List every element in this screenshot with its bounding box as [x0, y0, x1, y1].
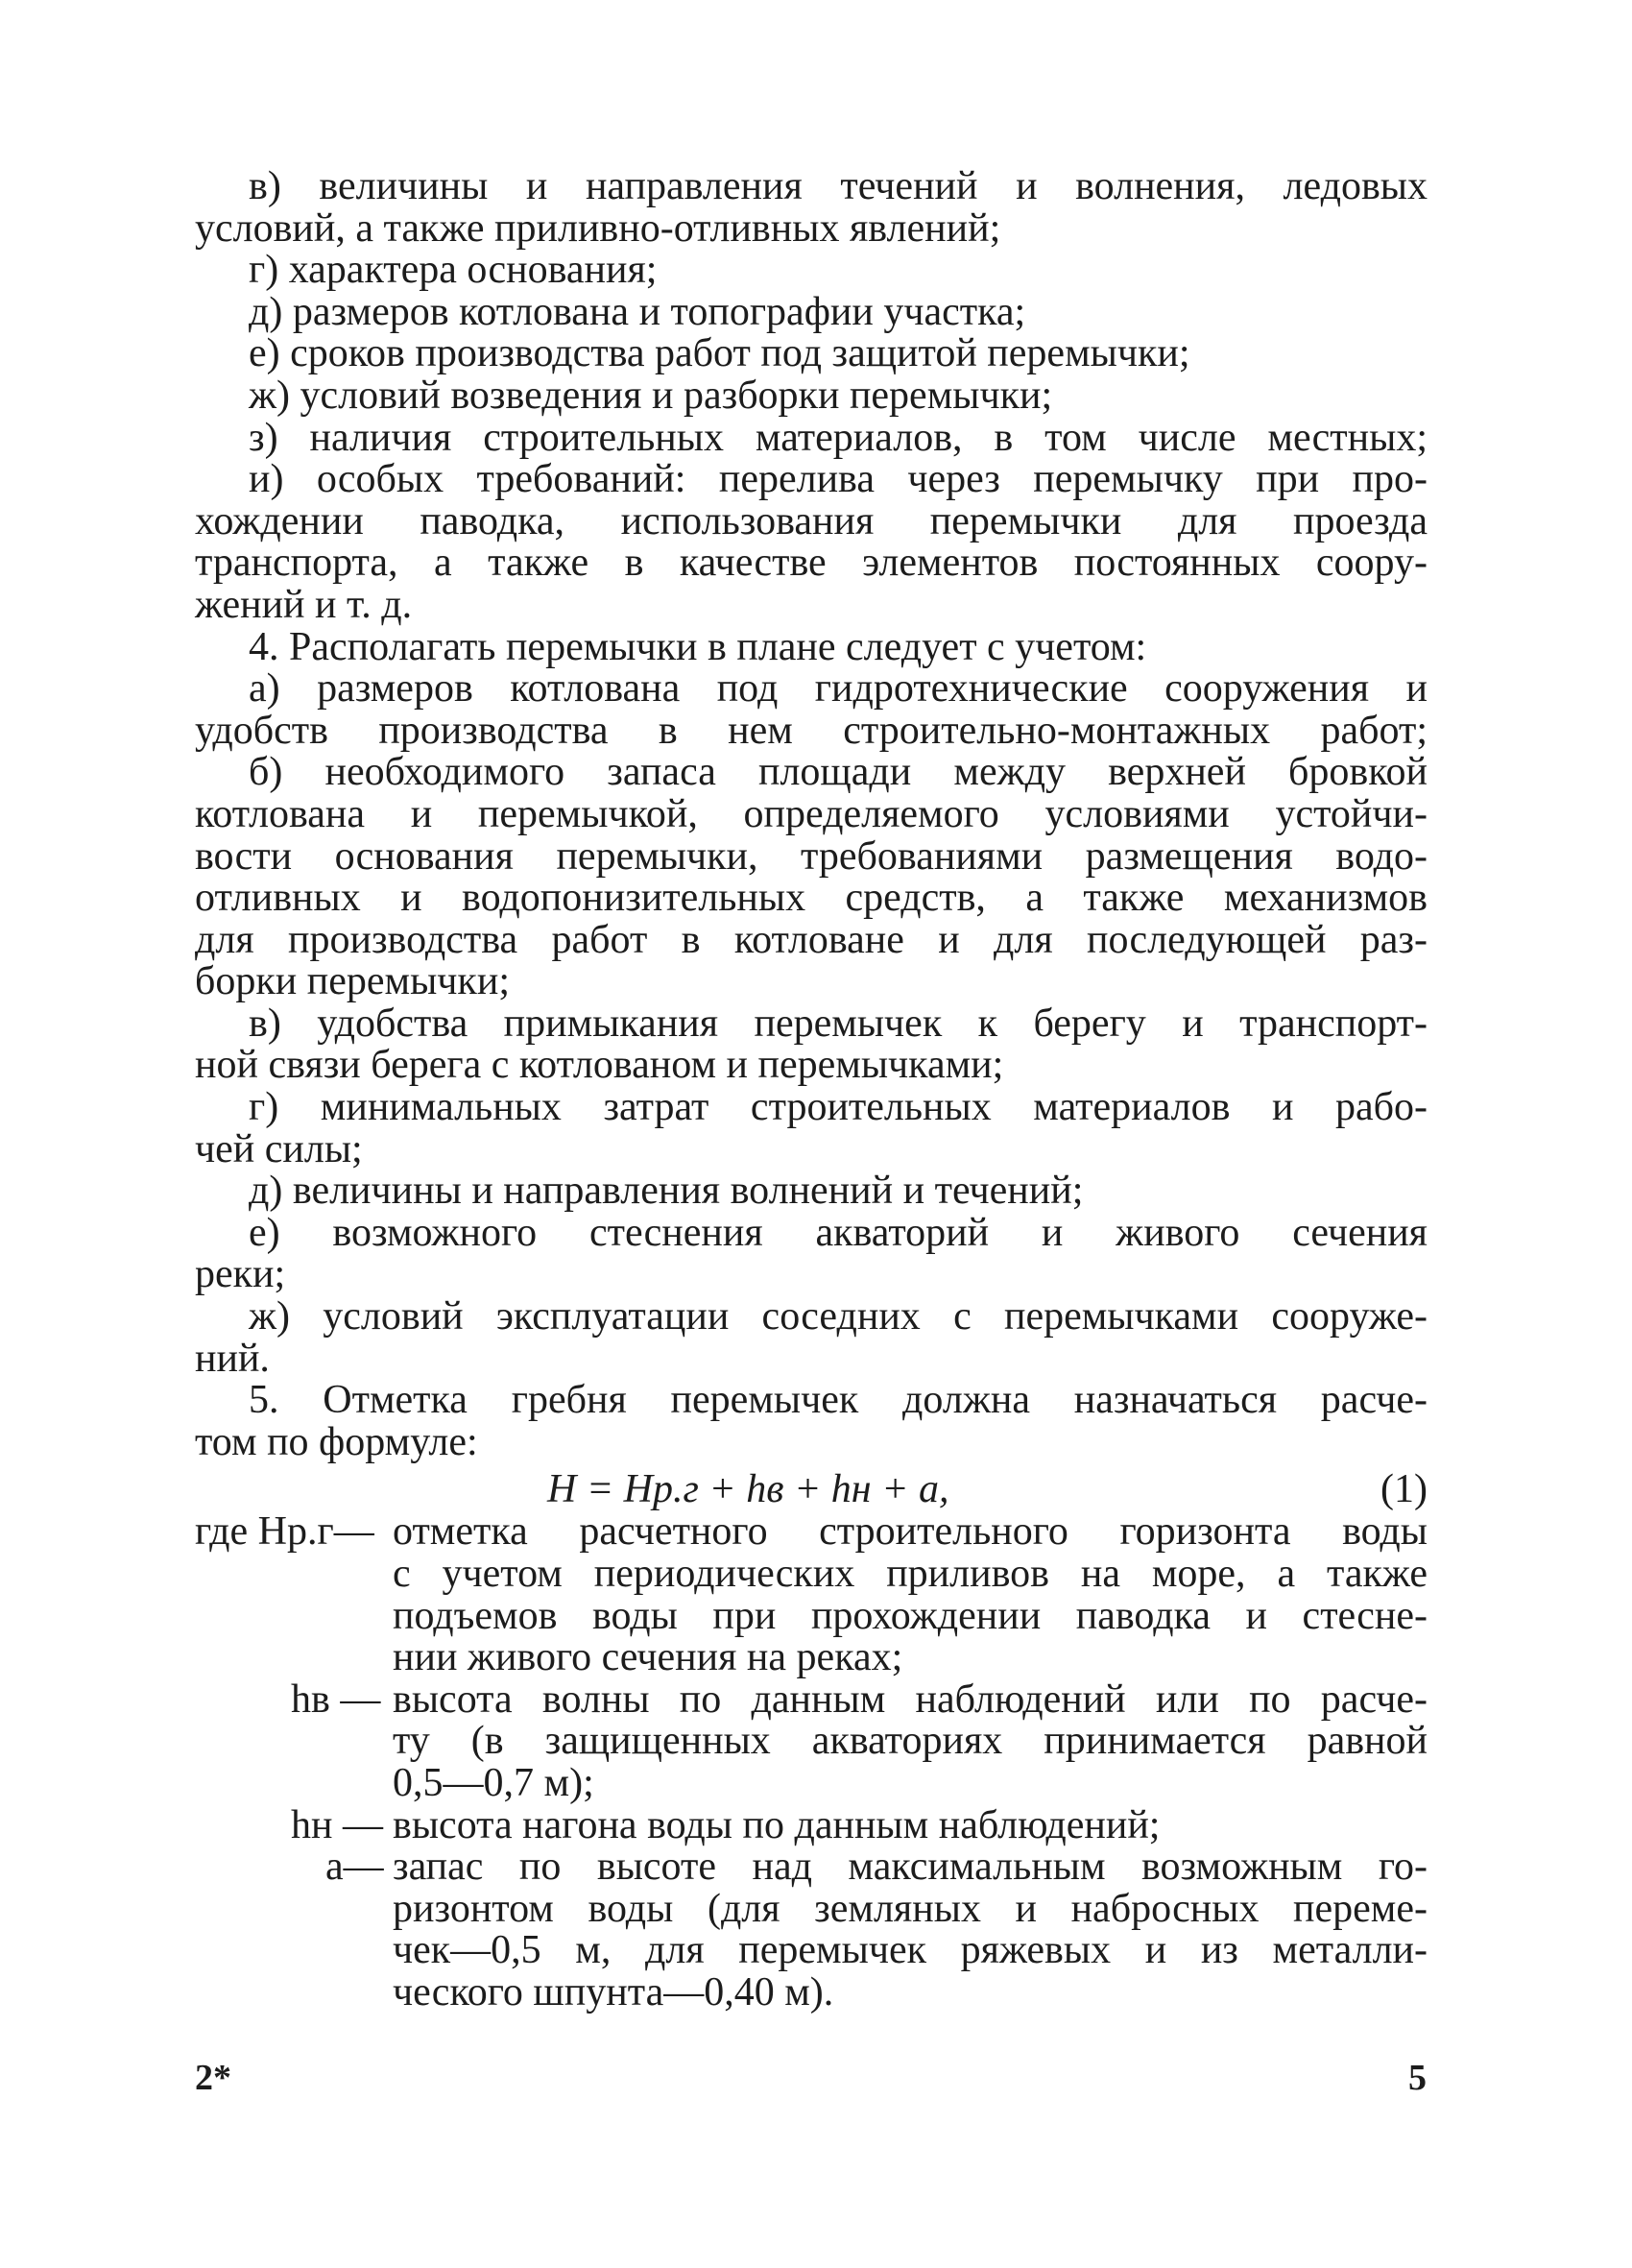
definition-label: где Hр.г—: [195, 1509, 374, 1555]
definition-label: hн —: [291, 1802, 383, 1847]
text-line: ной связи берега с котлованом и перемычками;: [195, 1043, 1004, 1088]
text-line: е) возможного стеснения акваторий и живого сечения: [249, 1210, 1428, 1255]
definition-line: ту (в защищенных акваториях принимается равной: [393, 1719, 1428, 1764]
text-line: ний.: [195, 1336, 270, 1381]
definition-label: a—: [325, 1845, 384, 1890]
text-line: жений и т. д.: [195, 582, 413, 627]
text-line: д) величины и направления волнений и течений;: [249, 1169, 1084, 1214]
text-line: условий, а также приливно-отливных явлений;: [195, 205, 1001, 251]
definition-line: ческого шпунта—0,40 м).: [393, 1969, 834, 2015]
definition-hv: [195, 1679, 1428, 1805]
definition-hn: [195, 1802, 1428, 1847]
definition-line: 0,5—0,7 м);: [393, 1760, 594, 1805]
formula-expression: H = Hр.г + hв + hн + a,: [547, 1467, 949, 1512]
definition-line: высота нагона воды по данным наблюдений;: [393, 1802, 1161, 1847]
text-line: хождении паводка, использования перемычки для проезда: [195, 498, 1428, 543]
definition-line: чек—0,5 м, для перемычек ряжевых и из металли-: [393, 1928, 1428, 1973]
text-line: е) сроков производства работ под защитой перемычки;: [249, 331, 1190, 376]
text-line: 5. Отметка гребня перемычек должна назначаться расче-: [249, 1378, 1428, 1423]
text-line: транспорта, а также в качестве элементов постоянных соору-: [195, 541, 1428, 586]
text-line: чей силы;: [195, 1126, 363, 1171]
definition-line: подъемов воды при прохождении паводка и стесне-: [393, 1593, 1428, 1638]
formula-number: (1): [1380, 1467, 1428, 1512]
text-line: вости основания перемычки, требованиями размещения водо-: [195, 833, 1428, 879]
definition-line: ризонтом воды (для земляных и набросных переме-: [393, 1886, 1428, 1931]
text-column: [195, 166, 1428, 2015]
signature-mark: 2*: [195, 2058, 231, 2098]
definition-line: отметка расчетного строительного горизонта воды: [393, 1509, 1428, 1555]
text-line: ж) условий эксплуатации соседних с перемычками сооруже-: [249, 1294, 1428, 1339]
definition-hrg: [195, 1511, 1428, 1678]
text-line: г) минимальных затрат строительных материалов и рабо-: [249, 1085, 1428, 1130]
text-line: отливных и водопонизительных средств, а также механизмов: [195, 876, 1428, 921]
text-line: в) величины и направления течений и волнения, ледовых: [249, 164, 1428, 208]
definition-label: hв —: [291, 1677, 381, 1722]
text-line: ж) условий возведения и разборки перемычки;: [249, 373, 1053, 418]
definition-line: нии живого сечения на реках;: [393, 1635, 903, 1680]
text-line: для производства работ в котловане и для последующей раз-: [195, 917, 1428, 962]
formula-line: [195, 1469, 1428, 1511]
page-number: 5: [1408, 2058, 1427, 2098]
text-line: в) удобства примыкания перемычек к берегу и транспорт-: [249, 1001, 1428, 1046]
text-line: б) необходимого запаса площади между верхней бровкой: [249, 750, 1428, 795]
definition-line: с учетом периодических приливов на море, а также: [393, 1552, 1428, 1596]
text-line: и) особых требований: перелива через перемычку при про-: [249, 457, 1428, 502]
text-line: д) размеров котлована и топографии участка;: [249, 289, 1026, 334]
text-line: том по формуле:: [195, 1419, 478, 1464]
text-line: реки;: [195, 1252, 286, 1297]
definition-line: запас по высоте над максимальным возможным го-: [393, 1845, 1428, 1890]
text-line: котлована и перемычкой, определяемого условиями устойчи-: [195, 791, 1428, 836]
text-line: г) характера основания;: [249, 248, 658, 293]
text-line: а) размеров котлована под гидротехнические сооружения и: [249, 666, 1428, 712]
text-line: 4. Располагать перемычки в плане следует с учетом:: [249, 624, 1147, 669]
text-line: борки перемычки;: [195, 959, 510, 1004]
definition-a: [195, 1846, 1428, 2014]
text-line: удобств производства в нем строительно-монтажных работ;: [195, 708, 1428, 753]
text-line: з) наличия строительных материалов, в том числе местных;: [249, 415, 1428, 460]
definition-line: высота волны по данным наблюдений или по расче-: [393, 1677, 1428, 1722]
